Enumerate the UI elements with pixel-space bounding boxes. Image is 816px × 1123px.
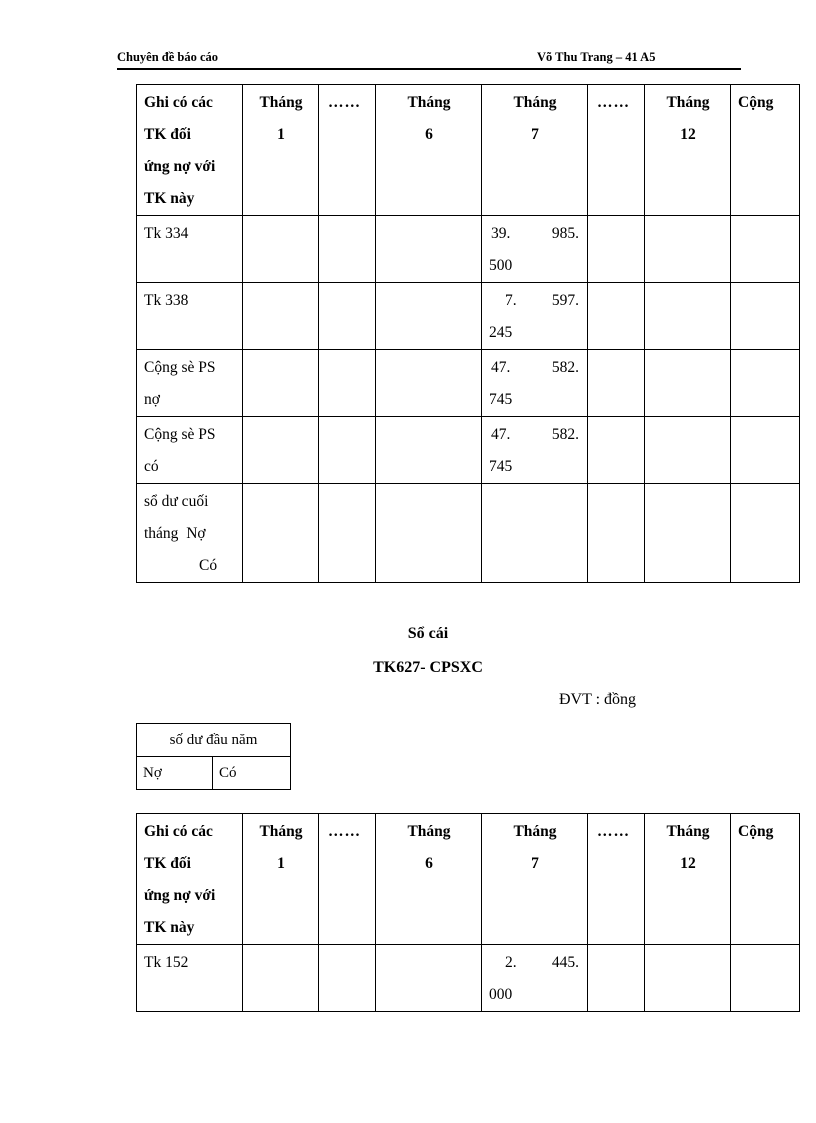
table-row [137, 945, 800, 1012]
table-header-row [137, 814, 800, 945]
header-month-6: Tháng 6 [376, 85, 482, 216]
header-month-12: Tháng 12 [645, 814, 731, 945]
header-total: Cộng [731, 85, 800, 216]
row-month7-value: 39. 985. 500 [482, 216, 588, 283]
header-ellipsis-2: …… [588, 85, 645, 216]
row-label: Cộng sè PS có [137, 417, 243, 484]
row-month7-value: 7. 597. 245 [482, 283, 588, 350]
header-author: Võ Thu Trang – 41 A5 [537, 50, 656, 64]
ledger-subtitle: TK627- CPSXC [373, 659, 483, 676]
header-account-cell: Ghi có các TK đối ứng nợ với TK này [137, 814, 243, 945]
header-total: Cộng [731, 814, 800, 945]
row-label: sổ dư cuối tháng Nợ Có [137, 484, 243, 583]
header-title: Chuyên đề báo cáo [117, 50, 219, 64]
row-label: Tk 338 [137, 283, 243, 350]
opening-balance-debit: Nợ [137, 757, 213, 790]
table-row [137, 216, 800, 283]
unit-label: ĐVT : đồng [559, 691, 637, 708]
table-header-row [137, 85, 800, 216]
row-month7-value: 47. 582. 745 [482, 417, 588, 484]
ledger-table-bottom [136, 813, 800, 1012]
row-month7-value: 2. 445. 000 [482, 945, 588, 1012]
row-label: Tk 334 [137, 216, 243, 283]
table-row [137, 350, 800, 417]
table-row [137, 417, 800, 484]
header-month-6: Tháng 6 [376, 814, 482, 945]
opening-balance-credit: Có [213, 757, 291, 790]
header-month-1: Tháng 1 [243, 814, 319, 945]
ledger-title: Sổ cái [407, 625, 449, 642]
header-month-1: Tháng 1 [243, 85, 319, 216]
header-ellipsis-1: …… [319, 85, 376, 216]
header-rule [117, 68, 741, 70]
row-label: Cộng sè PS nợ [137, 350, 243, 417]
header-month-12: Tháng 12 [645, 85, 731, 216]
header-ellipsis-2: …… [588, 814, 645, 945]
header-month-7: Tháng 7 [482, 814, 588, 945]
header-account-cell: Ghi có các TK đối ứng nợ với TK này [137, 85, 243, 216]
opening-balance-table [136, 723, 291, 790]
header-ellipsis-1: …… [319, 814, 376, 945]
opening-balance-title: số dư đầu năm [137, 724, 291, 757]
ledger-table-top [136, 84, 800, 583]
table-row-closing-balance [137, 484, 800, 583]
header-month-7: Tháng 7 [482, 85, 588, 216]
row-month7-value: 47. 582. 745 [482, 350, 588, 417]
row-label: Tk 152 [137, 945, 243, 1012]
table-row [137, 283, 800, 350]
